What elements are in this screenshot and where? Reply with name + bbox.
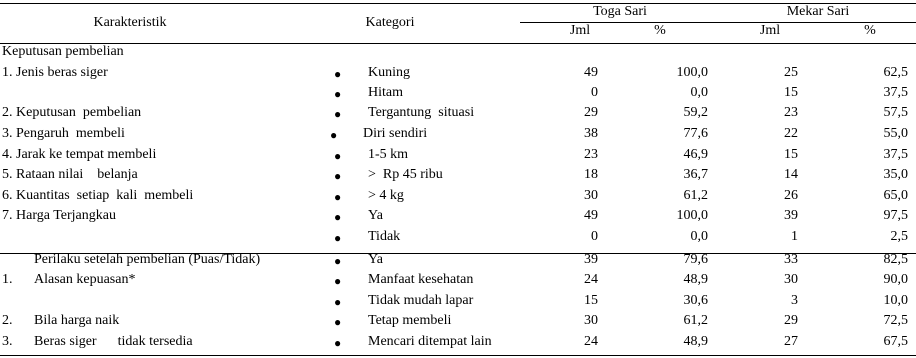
- header-kategori: Kategori: [365, 15, 415, 30]
- mekar-jml-value: 3: [791, 293, 798, 308]
- row-number: 2.: [2, 313, 13, 328]
- mekar-jml-value: 30: [784, 272, 798, 287]
- toga-pct-value: 48,9: [683, 272, 708, 287]
- bullet-icon: ●: [334, 210, 342, 224]
- row-kategori: Tidak: [368, 229, 401, 244]
- mekar-pct-value: 67,5: [883, 334, 908, 349]
- bullet-icon: ●: [334, 231, 342, 245]
- header-mekar-sari: Mekar Sari: [786, 4, 850, 19]
- row-kategori: Ya: [368, 252, 383, 267]
- row-kategori: > 4 kg: [368, 188, 404, 203]
- toga-pct-value: 59,2: [683, 105, 708, 120]
- toga-pct-value: 46,9: [683, 147, 708, 162]
- toga-pct-value: 61,2: [683, 313, 708, 328]
- toga-pct-value: 0,0: [690, 229, 708, 244]
- mekar-pct-value: 37,5: [883, 147, 908, 162]
- row-kategori: Mencari ditempat lain: [368, 334, 492, 349]
- section-title: Keputusan pembelian: [2, 44, 124, 59]
- bullet-icon: ●: [334, 149, 342, 163]
- bottom-rule: [0, 355, 916, 356]
- row-karakteristik: 3. Pengaruh membeli: [2, 126, 125, 141]
- toga-jml-value: 49: [584, 208, 598, 223]
- toga-pct-value: 61,2: [683, 188, 708, 203]
- toga-jml-value: 24: [584, 334, 598, 349]
- row-kategori: 1-5 km: [368, 147, 409, 162]
- header-bottom-rule: [0, 43, 916, 44]
- bullet-icon: ●: [334, 315, 342, 329]
- row-kategori: Ya: [368, 208, 383, 223]
- toga-jml-value: 0: [591, 85, 598, 100]
- mekar-jml-value: 14: [784, 167, 798, 182]
- toga-jml-value: 18: [584, 167, 598, 182]
- mekar-pct-value: 82,5: [883, 252, 908, 267]
- row-karakteristik: Beras siger tidak tersedia: [34, 334, 193, 349]
- bullet-icon: ●: [334, 107, 342, 121]
- row-kategori: Tetap membeli: [368, 313, 452, 328]
- mekar-pct-value: 90,0: [883, 272, 908, 287]
- row-karakteristik: 4. Jarak ke tempat membeli: [2, 147, 157, 162]
- header-toga-jml: Jml: [569, 23, 591, 38]
- mekar-jml-value: 26: [784, 188, 798, 203]
- row-kategori: > Rp 45 ribu: [368, 167, 443, 182]
- header-toga-pct: %: [654, 23, 666, 38]
- toga-jml-value: 23: [584, 147, 598, 162]
- row-kategori: Manfaat kesehatan: [368, 272, 474, 287]
- row-kategori: Kuning: [368, 65, 410, 80]
- bullet-icon: ●: [334, 254, 342, 268]
- mekar-pct-value: 65,0: [883, 188, 908, 203]
- mekar-pct-value: 72,5: [883, 313, 908, 328]
- toga-pct-value: 36,7: [683, 167, 708, 182]
- toga-jml-value: 38: [584, 126, 598, 141]
- row-kategori: Tidak mudah lapar: [368, 293, 474, 308]
- toga-pct-value: 77,6: [683, 126, 708, 141]
- toga-pct-value: 30,6: [683, 293, 708, 308]
- mekar-pct-value: 97,5: [883, 208, 908, 223]
- row-kategori: Diri sendiri: [363, 126, 428, 141]
- toga-jml-value: 29: [584, 105, 598, 120]
- mekar-pct-value: 37,5: [883, 85, 908, 100]
- bullet-icon: ●: [334, 274, 342, 288]
- bullet-icon: ●: [334, 169, 342, 183]
- mekar-jml-value: 39: [784, 208, 798, 223]
- mekar-pct-value: 35,0: [883, 167, 908, 182]
- mekar-jml-value: 25: [784, 65, 798, 80]
- toga-jml-value: 15: [584, 293, 598, 308]
- toga-jml-value: 0: [591, 229, 598, 244]
- bullet-icon: ●: [334, 295, 342, 309]
- header-mekar-pct: %: [864, 23, 876, 38]
- mekar-jml-value: 15: [784, 85, 798, 100]
- toga-jml-value: 39: [584, 252, 598, 267]
- mekar-jml-value: 1: [791, 229, 798, 244]
- row-karakteristik: 5. Rataan nilai belanja: [2, 167, 138, 182]
- bullet-icon: ●: [334, 87, 342, 101]
- bullet-icon: ●: [334, 336, 342, 350]
- toga-pct-value: 0,0: [690, 85, 708, 100]
- bullet-icon: ●: [334, 67, 342, 81]
- row-kategori: Tergantung situasi: [368, 105, 475, 120]
- mekar-jml-value: 15: [784, 147, 798, 162]
- row-karakteristik: Perilaku setelah pembelian (Puas/Tidak): [34, 252, 261, 267]
- toga-jml-value: 49: [584, 65, 598, 80]
- mekar-jml-value: 22: [784, 126, 798, 141]
- toga-pct-value: 100,0: [676, 65, 708, 80]
- row-number: 1.: [2, 272, 13, 287]
- row-karakteristik: 6. Kuantitas setiap kali membeli: [2, 188, 194, 203]
- mekar-pct-value: 55,0: [883, 126, 908, 141]
- toga-pct-value: 100,0: [676, 208, 708, 223]
- toga-jml-value: 24: [584, 272, 598, 287]
- toga-jml-value: 30: [584, 313, 598, 328]
- header-toga-sari: Toga Sari: [593, 4, 647, 19]
- mekar-jml-value: 27: [784, 334, 798, 349]
- row-karakteristik: Alasan kepuasan*: [34, 272, 136, 287]
- mekar-jml-value: 23: [784, 105, 798, 120]
- toga-pct-value: 48,9: [683, 334, 708, 349]
- row-karakteristik: 1. Jenis beras siger: [2, 65, 108, 80]
- bullet-icon: ●: [330, 128, 338, 142]
- mekar-pct-value: 10,0: [883, 293, 908, 308]
- row-kategori: Hitam: [368, 85, 403, 100]
- row-karakteristik: Bila harga naik: [34, 313, 120, 328]
- row-karakteristik: 2. Keputusan pembelian: [2, 105, 142, 120]
- row-number: 3.: [2, 334, 13, 349]
- mekar-pct-value: 2,5: [890, 229, 908, 244]
- bullet-icon: ●: [334, 190, 342, 204]
- toga-jml-value: 30: [584, 188, 598, 203]
- mekar-pct-value: 57,5: [883, 105, 908, 120]
- toga-pct-value: 79,6: [683, 252, 708, 267]
- mekar-jml-value: 29: [784, 313, 798, 328]
- header-mekar-jml: Jml: [759, 23, 781, 38]
- row-karakteristik: 7. Harga Terjangkau: [2, 208, 116, 223]
- header-karakteristik: Karakteristik: [93, 15, 167, 30]
- mekar-pct-value: 62,5: [883, 65, 908, 80]
- mekar-jml-value: 33: [784, 252, 798, 267]
